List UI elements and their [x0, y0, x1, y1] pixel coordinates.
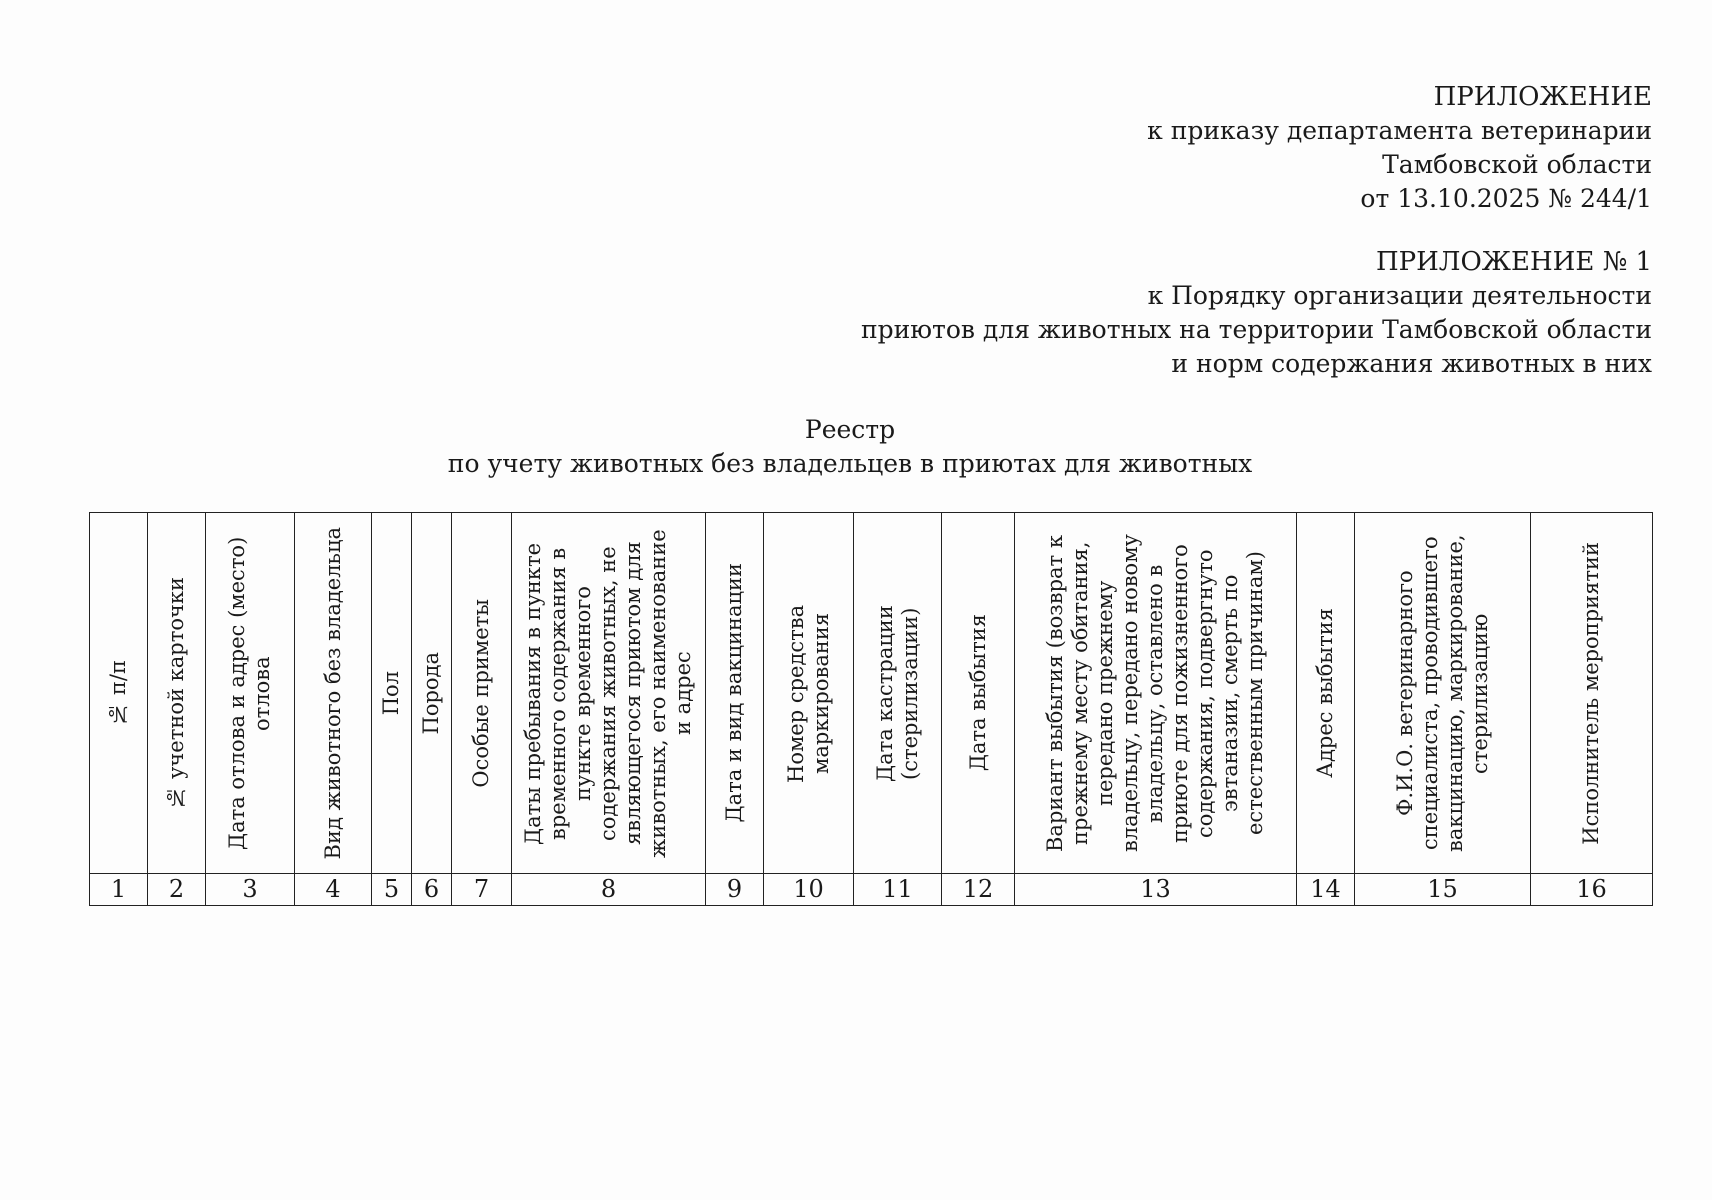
- header-cell: [206, 513, 295, 874]
- column-number: 1: [90, 874, 148, 906]
- column-number: 8: [512, 874, 706, 906]
- header-cell: [854, 513, 942, 874]
- annex-1-line1: к Порядку организации деятельности: [1147, 281, 1652, 310]
- header-label: Дата выбытия: [965, 614, 990, 772]
- header-cell: [706, 513, 764, 874]
- header-cell: [452, 513, 512, 874]
- header-label: Вид животного без владельца: [320, 526, 345, 860]
- annex-main-title: ПРИЛОЖЕНИЕ: [1433, 82, 1652, 112]
- column-number: 16: [1531, 874, 1653, 906]
- column-number: 9: [706, 874, 764, 906]
- header-cell: [295, 513, 372, 874]
- header-label: Даты пребывания в пункте временного содержания в пункте временного содержания животных, не являющегося приютом для животных, его наименование и адрес: [521, 528, 695, 858]
- header-label: Дата и вид вакцинации: [722, 563, 746, 823]
- header-label: Особые приметы: [469, 598, 493, 788]
- column-number: 3: [206, 874, 295, 906]
- column-number: 12: [942, 874, 1015, 906]
- annex-main-line1: к приказу департамента ветеринарии: [1147, 116, 1652, 145]
- column-number: 11: [854, 874, 942, 906]
- header-label: № учетной карточки: [164, 576, 188, 810]
- annex-main-line2: Тамбовской области: [1382, 150, 1652, 179]
- header-row: [90, 513, 1653, 874]
- header-label: Пол: [379, 670, 403, 716]
- column-number: 13: [1015, 874, 1297, 906]
- column-number: 14: [1297, 874, 1355, 906]
- column-number: 6: [412, 874, 452, 906]
- header-cell: [90, 513, 148, 874]
- column-number: 2: [148, 874, 206, 906]
- header-cell: [412, 513, 452, 874]
- header-label: Вариант выбытия (возврат к прежнему месту обитания, передано прежнему владельцу, передано новому владельцу, оставлено в приюте для пожизненного содержания, подвергнуто эвтаназии, смерть по естественным причинам): [1043, 534, 1267, 852]
- header-label: № п/п: [106, 660, 130, 726]
- registry-table: [89, 512, 1653, 906]
- header-cell: [372, 513, 412, 874]
- registry-title: Реестр: [804, 415, 896, 444]
- annex-1-header: [861, 245, 1652, 381]
- header-cell: [1355, 513, 1531, 874]
- column-number: 7: [452, 874, 512, 906]
- header-label: Ф.И.О. ветеринарного специалиста, проводившего вакцинацию, маркирование, стерилизацию: [1392, 534, 1492, 852]
- header-cell: [764, 513, 854, 874]
- column-number: 4: [295, 874, 372, 906]
- header-label: Адрес выбытия: [1313, 608, 1337, 778]
- column-number-row: [90, 874, 1653, 906]
- annex-1-title: ПРИЛОЖЕНИЕ № 1: [1375, 247, 1652, 277]
- annex-1-line2: приютов для животных на территории Тамбовской области: [860, 315, 1652, 344]
- annex-main-header: [1147, 80, 1652, 216]
- header-label: Исполнитель мероприятий: [1579, 541, 1603, 845]
- registry-subtitle: по учету животных без владельцев в приютах для животных: [447, 449, 1253, 478]
- header-cell: [1015, 513, 1297, 874]
- column-number: 5: [372, 874, 412, 906]
- annex-main-line3: от 13.10.2025 № 244/1: [1360, 184, 1652, 213]
- header-cell: [1297, 513, 1355, 874]
- annex-1-line3: и норм содержания животных в них: [1171, 349, 1652, 378]
- header-cell: [148, 513, 206, 874]
- header-label: Дата отлова и адрес (место) отлова: [225, 536, 274, 850]
- header-cell: [1531, 513, 1653, 874]
- header-label: Порода: [419, 651, 443, 735]
- header-cell: [512, 513, 706, 874]
- column-number: 15: [1355, 874, 1531, 906]
- header-cell: [942, 513, 1015, 874]
- column-number: 10: [764, 874, 854, 906]
- header-label: Номер средства маркирования: [783, 603, 833, 783]
- header-label: Дата кастрации (стерилизации): [872, 604, 922, 782]
